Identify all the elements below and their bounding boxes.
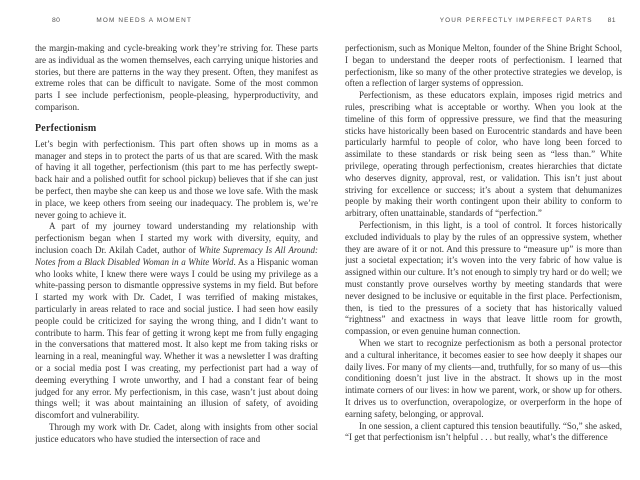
left-running-head: MOM NEEDS A MOMENT bbox=[96, 17, 192, 24]
left-page-header bbox=[52, 17, 192, 24]
section-heading bbox=[35, 123, 318, 135]
text-run: perfectionism, such as Monique Melton, founder of the Shine Bright School, I began to understand the deeper roots of perfectionism. I learned that perfectionism, like so many of the other protective strategies we develop, is often a reflection of larger systems of oppression. bbox=[345, 43, 622, 89]
paragraph bbox=[345, 421, 622, 445]
paragraph bbox=[35, 422, 318, 446]
text-run: Perfectionism bbox=[35, 122, 97, 134]
text-run: . As a Hispanic woman who looks white, I knew there were ways I could be using my privilege as a white-passing person to dismantle oppressive systems in my field. But before I started my work with Dr. Cadet, I was terrified of making mistakes, particularly in areas related to race and social justice. I had seen how easily people could be criticized for saying the wrong thing, and I didn’t want to contribute to harm. This fear of getting it wrong kept me from fully engaging in the conversations that mattered most. It also kept me from taking risks or learning in a real, meaningful way. Whether it was a newsletter I was drafting or a social media post I was creating, my perfectionist part had a way of deeming everything I wrote unworthy, and I had a constant fear of being judged for any error. My perfectionism, in this case, wasn’t just about doing things well; it was about maintaining an illusion of safety, of avoiding discomfort and vulnerability. bbox=[35, 256, 318, 421]
text-run: When we start to recognize perfectionism as both a personal protector and a cultural inheritance, it becomes easier to see how deeply it shapes our daily lives. For many of my clients—and, truthfully, for so many of us—this conditioning doesn’t just live in the abstract. It shows up in the most intimate corners of our lives: in how we parent, work, or show up for others. It drives us to overfunction, overapologize, or overperform in the hope of earning safety, belonging, or approval. bbox=[345, 337, 622, 419]
right-folio: 81 bbox=[607, 17, 616, 24]
paragraph bbox=[345, 43, 622, 90]
right-running-head: YOUR PERFECTLY IMPERFECT PARTS bbox=[439, 17, 593, 24]
paragraph bbox=[345, 338, 622, 421]
text-run: In one session, a client captured this tension beautifully. “So,” she asked, “I get that perfectionism isn’t helpful . . . but really, what’s the difference bbox=[345, 420, 622, 443]
right-page-text-column bbox=[345, 43, 622, 467]
text-run: Perfectionism, as these educators explain, imposes rigid metrics and rules, prescribing what is acceptable or worthy. When you look at the timeline of this form of oppressive pressure, we find that the measuring sticks have historically been based on Eurocentric standards and have been particularly harmful to people of color, who have long been forced to assimilate to these standards or risk being seen as “less than.” White privilege, operating through perfectionism, creates hierarchies that dictate who deserves dignity, approval, rest, or validation. This isn’t just about striving for excellence or success; it’s about a system that dehumanizes people by making their worth contingent upon their ability to conform to arbitrary, often unattainable, standards of “perfection.” bbox=[345, 90, 622, 219]
text-run: Through my work with Dr. Cadet, along with insights from other social justice educators who have studied the intersection of race and bbox=[35, 421, 318, 444]
paragraph bbox=[345, 90, 622, 220]
book-title-text-run: White Supremacy Is All Around: Notes from a Black Disabled Woman in a White World bbox=[35, 244, 318, 267]
paragraph bbox=[35, 221, 318, 422]
left-folio: 80 bbox=[52, 17, 61, 24]
text-run: Let’s begin with perfectionism. This part often shows up in moms as a manager and steps in to protect the parts of us that are scared. With the mask of having it all together, perfectionism (this part to me has perfectly swept-back hair and a polished outfit for school pickup) believes that if she can just be perfect, then maybe she can keep us and those we love safe. With the mask in place, we keep others from seeing our inadequacy. The problem is, we’re never going to achieve it. bbox=[35, 138, 318, 220]
paragraph bbox=[345, 220, 622, 338]
paragraph bbox=[35, 139, 318, 222]
paragraph bbox=[35, 43, 318, 114]
left-page-text-column bbox=[35, 43, 318, 467]
text-run: Perfectionism, in this light, is a tool of control. It forces historically excluded individuals to play by the rules of an oppressive system, whether they are aware of it or not. And this pressure to “measure up” is more than just a societal expectation; it’s woven into the very fabric of how value is assigned within our culture. It’s not enough to simply try hard or do well; we must constantly prove ourselves worthy by meeting standards that were never designed to be inclusive or equitable in the first place. Perfectionism, then, is tied to the pressures of a society that has historically valued “rightness” and exactness in ways that leave little room for growth, compassion, or even genuine human connection. bbox=[345, 219, 622, 337]
text-run: A part of my journey toward understanding my relationship with perfectionism began when I started my work with diversity, equity, and inclusion coach Dr. Akilah Cadet, author of bbox=[35, 221, 318, 255]
right-page-header bbox=[440, 17, 616, 24]
text-run: the margin-making and cycle-breaking work they’re striving for. These parts are as individual as the women themselves, each carrying unique histories and stories, but there are patterns in the way they present. Often, they manifest as extreme roles that can be difficult to navigate. Some of the most common parts I see include perfectionism, people-pleasing, hyperproductivity, and comparison. bbox=[35, 43, 318, 112]
